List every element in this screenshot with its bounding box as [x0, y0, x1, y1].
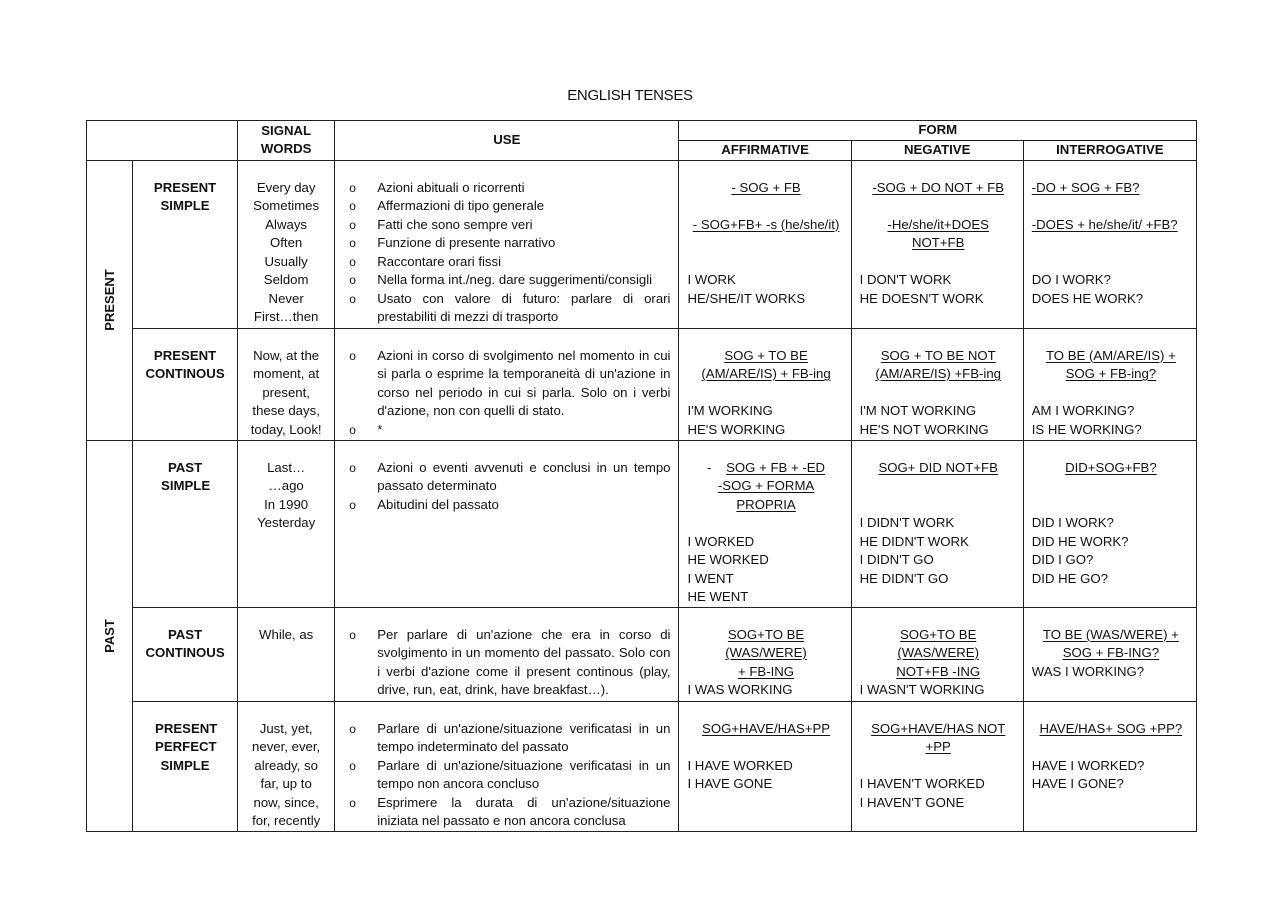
signal-item: far, up to [260, 776, 312, 791]
signal-present-continous [238, 328, 335, 440]
signal-item: today, Look! [250, 421, 322, 437]
use-past-simple [335, 440, 679, 607]
header-signal-words: SIGNAL WORDS [238, 121, 335, 161]
negative-present-simple [851, 160, 1023, 328]
form-rule: SOG+TO BE (WAS/WERE) [725, 626, 807, 660]
signal-item: While, as [259, 626, 314, 642]
form-rule: SOG+TO BE (WAS/WERE) [897, 626, 979, 660]
use-item: o Azioni o eventi avvenuti e conclusi in un tempo passato determinato [349, 459, 670, 496]
use-present-simple [335, 160, 679, 328]
use-item: o Per parlare di un'azione che era in corso di svolgimento in un momento del passato. Solo con i verbi d'azione come il present continous (play, drive, run, eat, drink, have breakfast…). [349, 626, 670, 700]
form-example: DID I GO? [1031, 552, 1094, 567]
signal-item: …ago [268, 478, 304, 493]
form-example: HE/SHE/IT WORKS [687, 290, 806, 306]
form-example: HE DIDN'T GO [859, 570, 949, 586]
signal-item: Every day [256, 179, 316, 195]
row-present-perfect [87, 701, 1197, 831]
use-present-continous [335, 328, 679, 440]
header-negative: NEGATIVE [851, 141, 1023, 161]
form-example: I DIDN'T WORK [859, 515, 955, 530]
tense-past-simple: PAST SIMPLE [133, 440, 238, 607]
signal-past-simple [238, 440, 335, 607]
form-example: HE DIDN'T WORK [859, 533, 969, 549]
group-label-past: PAST [101, 618, 117, 653]
use-item: o Usato con valore di futuro: parlare di orari prestabiliti di mezzi di trasporto [349, 290, 670, 327]
form-rule: SOG+HAVE/HAS+PP [702, 720, 831, 736]
use-item: o Esprimere la durata di un'azione/situazione iniziata nel passato e non ancora conclusa [349, 794, 670, 831]
signal-past-continous [238, 607, 335, 701]
signal-present-simple [238, 160, 335, 328]
signal-item: Sometimes [253, 198, 320, 213]
form-rule: -He/she/it+DOES [887, 216, 989, 232]
signal-item: moment, at [253, 366, 320, 381]
signal-item: Never [268, 290, 304, 306]
group-present [87, 160, 133, 440]
tense-present-perfect: PRESENT PERFECT SIMPLE [133, 701, 238, 831]
form-example: DID HE GO? [1031, 570, 1108, 586]
form-example: DID HE WORK? [1031, 533, 1129, 549]
signal-item: Usually [264, 253, 308, 269]
form-rule: - SOG+FB+ -s (he/she/it) [692, 216, 840, 232]
signal-item: these days, [252, 403, 320, 418]
form-rule: -SOG + FORMA PROPRIA [717, 478, 815, 512]
interrogative-present-continous [1023, 328, 1196, 440]
signal-item: Seldom [263, 272, 309, 287]
form-example: I'M NOT WORKING [859, 403, 977, 418]
tense-present-continous: PRESENT CONTINOUS [133, 328, 238, 440]
signal-item: Yesterday [257, 515, 316, 530]
form-example: I HAVEN'T WORKED [859, 776, 985, 791]
form-rule: SOG + TO BE NOT [880, 347, 996, 363]
form-rule: TO BE (WAS/WERE) + [1042, 626, 1179, 642]
form-example: HAVE I GONE? [1031, 776, 1124, 791]
form-rule: SOG + FB + -ED [726, 459, 826, 475]
form-example: I DON'T WORK [859, 272, 952, 287]
affirmative-past-simple: - SOG + FB + -ED -SOG + FORMA PROPRIA I WORKED HE WORKED I WENT HE WENT [679, 440, 851, 607]
form-example: I HAVEN'T GONE [859, 794, 965, 810]
use-item: o Abitudini del passato [349, 496, 670, 515]
affirmative-past-continous [679, 607, 851, 701]
affirmative-present-continous [679, 328, 851, 440]
signal-item: never, ever, [252, 739, 321, 754]
form-example: I WORKED [687, 533, 755, 549]
row-present-continous [87, 328, 1197, 440]
form-rule: -SOG + DO NOT + FB [872, 179, 1005, 195]
signal-item: already, so [254, 757, 318, 773]
form-example: AM I WORKING? [1031, 403, 1135, 418]
form-rule: SOG + FB-ing? [1065, 366, 1157, 381]
form-example: I WAS WORKING [687, 682, 793, 697]
header-interrogative: INTERROGATIVE [1023, 141, 1196, 161]
tenses-table [86, 120, 1197, 832]
use-item: o Azioni abituali o ricorrenti [349, 179, 670, 198]
negative-past-simple [851, 440, 1023, 607]
use-item: o Parlare di un'azione/situazione verificatasi in un tempo indeterminato del passato [349, 720, 670, 757]
use-present-perfect [335, 701, 679, 831]
use-item: o Funzione di presente narrativo [349, 234, 670, 253]
form-example: HE DOESN'T WORK [859, 290, 984, 306]
row-past-continous [87, 607, 1197, 701]
signal-item: First…then [253, 309, 319, 324]
form-rule: (AM/ARE/IS) + FB-ing [701, 366, 831, 381]
form-rule: SOG+ DID NOT+FB [878, 459, 998, 475]
use-past-continous [335, 607, 679, 701]
row-past-simple [87, 440, 1197, 607]
form-rule: NOT+FB [912, 235, 965, 250]
form-example: HE WENT [687, 589, 749, 604]
interrogative-past-simple [1023, 440, 1196, 607]
use-item: o Fatti che sono sempre veri [349, 216, 670, 235]
page-title: ENGLISH TENSES [567, 87, 693, 104]
form-rule: SOG+HAVE/HAS NOT +PP [871, 720, 1006, 754]
form-rule: - SOG + FB [731, 179, 801, 195]
form-rule: TO BE (AM/ARE/IS) + [1045, 347, 1176, 363]
form-rule: DID+SOG+FB? [1065, 459, 1157, 475]
group-label-present: PRESENT [101, 269, 117, 331]
form-rule: SOG + TO BE [724, 347, 808, 363]
form-rule: NOT+FB -ING [896, 663, 981, 679]
form-example: I WASN'T WORKING [859, 682, 985, 697]
form-example: IS HE WORKING? [1031, 421, 1142, 437]
signal-item: Just, yet, [259, 720, 313, 736]
form-rule: + FB-ING [738, 663, 795, 679]
form-rule: -DOES + he/she/it/ +FB? [1031, 216, 1178, 232]
form-example: I WORK [687, 272, 736, 287]
negative-present-perfect [851, 701, 1023, 831]
use-item: o Nella forma int./neg. dare suggerimenti/consigli [349, 271, 670, 290]
form-example: I HAVE WORKED [687, 757, 793, 773]
form-example: I DIDN'T GO [859, 552, 934, 567]
signal-present-perfect [238, 701, 335, 831]
interrogative-present-simple [1023, 160, 1196, 328]
form-example: DO I WORK? [1031, 272, 1111, 287]
form-example: HE WORKED [687, 552, 769, 567]
form-rule: SOG + FB-ING? [1062, 645, 1160, 660]
form-example: HAVE I WORKED? [1031, 757, 1145, 773]
signal-item: Often [270, 235, 303, 250]
form-example: I WENT [687, 570, 734, 586]
form-example: WAS I WORKING? [1031, 663, 1145, 679]
signal-item: Always [265, 216, 308, 232]
form-example: DOES HE WORK? [1031, 290, 1144, 306]
affirmative-present-perfect [679, 701, 851, 831]
header-affirmative: AFFIRMATIVE [679, 141, 851, 161]
header-empty-cell [87, 121, 238, 161]
header-form: FORM [679, 121, 1197, 141]
signal-item: Now, at the [253, 347, 320, 363]
signal-item: In 1990 [264, 496, 309, 512]
form-example: HE'S WORKING [687, 421, 786, 437]
use-item: o Affermazioni di tipo generale [349, 197, 670, 216]
group-past [87, 440, 133, 831]
form-rule: (AM/ARE/IS) +FB-ing [875, 366, 1002, 381]
form-rule: HAVE/HAS+ SOG +PP? [1039, 720, 1183, 736]
form-example: HE'S NOT WORKING [859, 421, 989, 437]
use-item: o Azioni in corso di svolgimento nel momento in cui si parla o esprime la temporaneità di un'azione in corso nel periodo in cui si parla. Solo on i verbi d'azione, non con quelli di stato. [349, 347, 670, 421]
header-use: USE [335, 121, 679, 161]
header-row-1 [87, 121, 1197, 141]
form-example: I'M WORKING [687, 403, 773, 418]
signal-item: Last… [267, 459, 306, 475]
signal-item: now, since, [253, 794, 319, 810]
affirmative-present-simple [679, 160, 851, 328]
use-item: o Parlare di un'azione/situazione verificatasi in un tempo non ancora concluso [349, 757, 670, 794]
negative-past-continous [851, 607, 1023, 701]
use-item: o Raccontare orari fissi [349, 253, 670, 272]
use-item: o * [349, 421, 670, 440]
row-present-simple [87, 160, 1197, 328]
interrogative-past-continous [1023, 607, 1196, 701]
tense-present-simple: PRESENT SIMPLE [133, 160, 238, 328]
form-rule: -DO + SOG + FB? [1031, 179, 1140, 195]
signal-item: for, recently [252, 813, 321, 828]
negative-present-continous [851, 328, 1023, 440]
interrogative-present-perfect [1023, 701, 1196, 831]
tense-past-continous: PAST CONTINOUS [133, 607, 238, 701]
form-example: I HAVE GONE [687, 776, 773, 791]
signal-item: present, [262, 384, 310, 400]
form-example: DID I WORK? [1031, 515, 1114, 530]
